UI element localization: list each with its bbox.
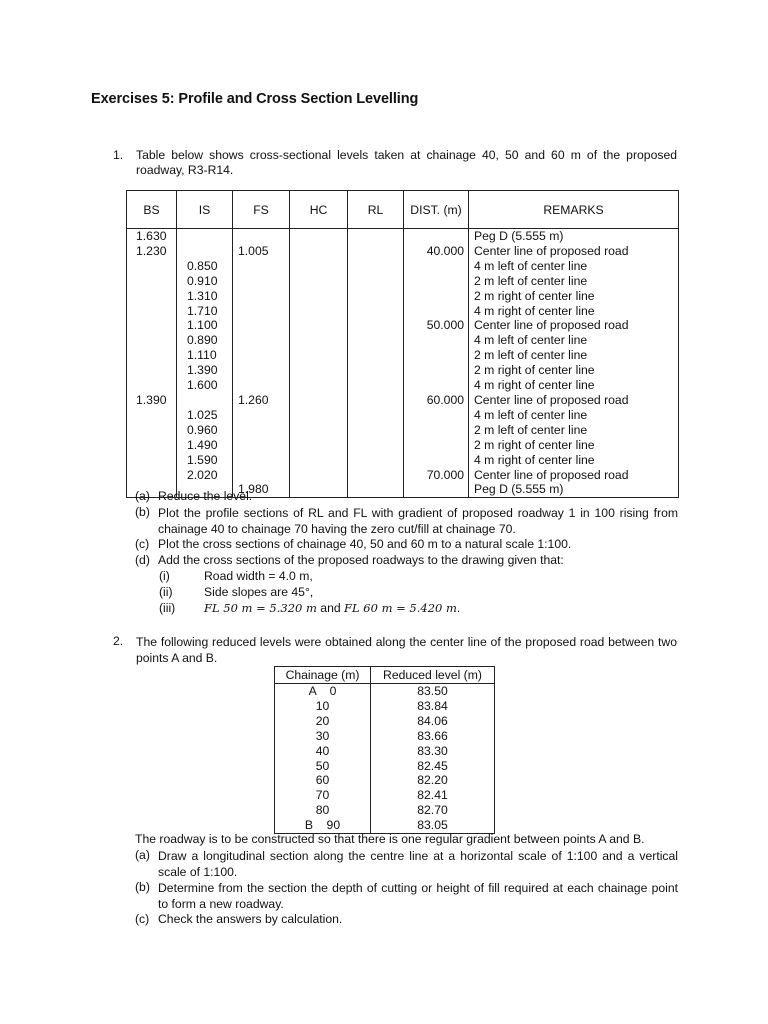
cell-dist: 50.000 xyxy=(404,318,469,333)
cell-bs: 1.390 xyxy=(127,393,177,408)
cell-bs xyxy=(127,259,177,274)
table-row xyxy=(127,408,679,423)
cell-fs xyxy=(233,408,290,423)
cell-bs: 1.630 xyxy=(127,229,177,244)
cell-remarks: 4 m left of center line xyxy=(469,333,679,348)
cell-rl xyxy=(348,408,404,423)
table-row xyxy=(275,684,495,699)
cell-dist xyxy=(404,259,469,274)
cell-chainage: 50 xyxy=(275,759,371,774)
cell-fs xyxy=(233,229,290,244)
cell-bs xyxy=(127,408,177,423)
header-is: IS xyxy=(177,191,233,229)
cell-rl xyxy=(348,304,404,319)
table-row xyxy=(127,229,679,244)
cell-rl xyxy=(348,393,404,408)
part-label: (a) xyxy=(135,848,150,862)
cell-hc xyxy=(290,304,348,319)
cell-is: 1.490 xyxy=(177,438,233,453)
cell-fs xyxy=(233,333,290,348)
cell-is: 1.025 xyxy=(177,408,233,423)
cell-dist: 40.000 xyxy=(404,244,469,259)
cell-is: 0.960 xyxy=(177,423,233,438)
reduced-levels-table xyxy=(274,666,495,834)
header-bs: BS xyxy=(127,191,177,229)
cell-hc xyxy=(290,363,348,378)
cell-hc xyxy=(290,423,348,438)
cell-remarks: 2 m right of center line xyxy=(469,289,679,304)
fl50-equation: FL 50 m = 5.320 m xyxy=(204,601,317,615)
table-row xyxy=(127,304,679,319)
cell-bs xyxy=(127,363,177,378)
cell-rl: 83.05 xyxy=(371,818,495,833)
cell-rl xyxy=(348,423,404,438)
cell-bs xyxy=(127,468,177,483)
table-row xyxy=(127,289,679,304)
part-text: Plot the profile sections of RL and FL with gradient of proposed roadway 1 in 100 rising from chainage 40 to chainage 70 having the zero cut/fill at chainage 70. xyxy=(158,506,678,536)
part-text: Draw a longitudinal section along the centre line at a horizontal scale of 1:100 and a vertical scale of 1:100. xyxy=(158,849,678,879)
cell-remarks: 2 m left of center line xyxy=(469,274,679,289)
table-row xyxy=(275,699,495,714)
header-chainage: Chainage (m) xyxy=(275,667,371,684)
table-row xyxy=(275,714,495,729)
cell-is: 1.710 xyxy=(177,304,233,319)
cell-chainage: 10 xyxy=(275,699,371,714)
table-row xyxy=(127,274,679,289)
question-2-after-text: The roadway is to be constructed so that there is one regular gradient between points A and B. xyxy=(135,832,645,846)
subpart-text: Side slopes are 45°, xyxy=(204,585,314,599)
cell-hc xyxy=(290,244,348,259)
table-row xyxy=(127,393,679,408)
part-label: (b) xyxy=(135,505,150,519)
cell-remarks: Peg D (5.555 m) xyxy=(469,482,679,497)
header-hc: HC xyxy=(290,191,348,229)
table-row xyxy=(127,378,679,393)
cell-rl: 83.84 xyxy=(371,699,495,714)
cell-rl: 83.30 xyxy=(371,744,495,759)
cell-remarks: 4 m right of center line xyxy=(469,304,679,319)
cell-rl: 82.70 xyxy=(371,803,495,818)
part-text: Reduce the level. xyxy=(158,489,253,503)
cell-hc xyxy=(290,229,348,244)
cell-bs xyxy=(127,289,177,304)
part-text: Add the cross sections of the proposed roadways to the drawing given that: xyxy=(158,553,564,567)
cell-rl xyxy=(348,468,404,483)
header-dist: DIST. (m) xyxy=(404,191,469,229)
subpart-label: (iii) xyxy=(159,601,176,615)
cell-bs: 1.230 xyxy=(127,244,177,259)
cell-hc xyxy=(290,274,348,289)
cell-chainage: 20 xyxy=(275,714,371,729)
cell-remarks: Center line of proposed road xyxy=(469,393,679,408)
cell-remarks: 4 m left of center line xyxy=(469,408,679,423)
table-row xyxy=(127,259,679,274)
cell-fs: 1.980 xyxy=(233,482,290,497)
table-row xyxy=(275,744,495,759)
cell-dist xyxy=(404,408,469,423)
table-row xyxy=(275,788,495,803)
cell-is: 0.890 xyxy=(177,333,233,348)
cell-hc xyxy=(290,468,348,483)
cell-rl xyxy=(348,244,404,259)
cell-chainage: 60 xyxy=(275,773,371,788)
cell-hc xyxy=(290,453,348,468)
cell-hc xyxy=(290,378,348,393)
cell-dist xyxy=(404,289,469,304)
cell-fs xyxy=(233,318,290,333)
cell-remarks: 2 m right of center line xyxy=(469,438,679,453)
cell-bs xyxy=(127,423,177,438)
cell-rl: 83.50 xyxy=(371,684,495,699)
cell-hc xyxy=(290,408,348,423)
cell-bs xyxy=(127,348,177,363)
table-row xyxy=(127,468,679,483)
part-label: (c) xyxy=(135,537,150,551)
subpart-text xyxy=(204,601,460,616)
cell-is xyxy=(177,393,233,408)
part-label: (a) xyxy=(135,489,150,503)
cell-fs xyxy=(233,468,290,483)
cell-fs xyxy=(233,274,290,289)
cell-chainage: 30 xyxy=(275,729,371,744)
question-2-number: 2. xyxy=(113,634,124,648)
table-row xyxy=(275,759,495,774)
cell-bs xyxy=(127,438,177,453)
cell-remarks: 4 m right of center line xyxy=(469,453,679,468)
table-row xyxy=(127,318,679,333)
cell-rl xyxy=(348,363,404,378)
cell-chainage: A 0 xyxy=(275,684,371,699)
cell-fs: 1.005 xyxy=(233,244,290,259)
cell-dist xyxy=(404,423,469,438)
cell-rl: 83.66 xyxy=(371,729,495,744)
cell-dist: 70.000 xyxy=(404,468,469,483)
cell-bs xyxy=(127,274,177,289)
cell-is xyxy=(177,229,233,244)
part-label: (b) xyxy=(135,880,150,894)
cell-is: 1.590 xyxy=(177,453,233,468)
cell-remarks: 4 m left of center line xyxy=(469,259,679,274)
cell-hc xyxy=(290,333,348,348)
cell-dist xyxy=(404,363,469,378)
cell-chainage: 40 xyxy=(275,744,371,759)
cell-dist xyxy=(404,438,469,453)
header-fs: FS xyxy=(233,191,290,229)
question-1-text: Table below shows cross-sectional levels taken at chainage 40, 50 and 60 m of the proposed roadway, R3-R14. xyxy=(136,148,677,177)
table-row xyxy=(127,363,679,378)
cell-is: 1.600 xyxy=(177,378,233,393)
cell-is: 1.390 xyxy=(177,363,233,378)
cell-bs xyxy=(127,304,177,319)
cell-is: 0.850 xyxy=(177,259,233,274)
cell-rl xyxy=(348,229,404,244)
table-header-row xyxy=(127,191,679,229)
cell-rl: 82.41 xyxy=(371,788,495,803)
question-2-text: The following reduced levels were obtained along the center line of the proposed road between two points A and B. xyxy=(136,635,677,665)
page-title: Exercises 5: Profile and Cross Section Levelling xyxy=(91,91,419,107)
cell-chainage: B 90 xyxy=(275,818,371,833)
cell-rl xyxy=(348,453,404,468)
table-row xyxy=(127,244,679,259)
cell-rl: 84.06 xyxy=(371,714,495,729)
part-label: (c) xyxy=(135,912,150,926)
part-text: Plot the cross sections of chainage 40, 50 and 60 m to a natural scale 1:100. xyxy=(158,537,572,551)
cell-dist xyxy=(404,453,469,468)
cell-fs xyxy=(233,304,290,319)
cell-remarks: 4 m right of center line xyxy=(469,378,679,393)
cell-hc xyxy=(290,289,348,304)
cell-dist xyxy=(404,378,469,393)
cell-is: 0.910 xyxy=(177,274,233,289)
cell-remarks: Peg D (5.555 m) xyxy=(469,229,679,244)
cell-is: 2.020 xyxy=(177,468,233,483)
question-1-number: 1. xyxy=(113,148,124,162)
cell-bs xyxy=(127,378,177,393)
table-row xyxy=(127,423,679,438)
cell-rl: 82.45 xyxy=(371,759,495,774)
period: . xyxy=(456,601,461,615)
cell-fs xyxy=(233,259,290,274)
cell-rl xyxy=(348,378,404,393)
cell-is: 1.110 xyxy=(177,348,233,363)
cell-rl: 82.20 xyxy=(371,773,495,788)
cell-fs xyxy=(233,363,290,378)
cell-rl xyxy=(348,274,404,289)
cell-dist: 60.000 xyxy=(404,393,469,408)
cell-fs xyxy=(233,453,290,468)
table-row xyxy=(127,348,679,363)
part-text: Check the answers by calculation. xyxy=(158,912,343,926)
subpart-text: Road width = 4.0 m, xyxy=(204,569,313,583)
header-rl: RL xyxy=(348,191,404,229)
and-word: and xyxy=(316,601,345,615)
cell-hc xyxy=(290,438,348,453)
cell-bs xyxy=(127,318,177,333)
cell-dist xyxy=(404,333,469,348)
cell-bs xyxy=(127,333,177,348)
cell-remarks: 2 m right of center line xyxy=(469,363,679,378)
cell-fs: 1.260 xyxy=(233,393,290,408)
table-row xyxy=(127,333,679,348)
part-label: (d) xyxy=(135,553,150,567)
cell-fs xyxy=(233,423,290,438)
cell-is: 1.310 xyxy=(177,289,233,304)
subpart-label: (ii) xyxy=(159,585,173,599)
cell-is xyxy=(177,244,233,259)
cell-remarks: Center line of proposed road xyxy=(469,318,679,333)
cell-remarks: Center line of proposed road xyxy=(469,244,679,259)
cell-remarks: 2 m left of center line xyxy=(469,348,679,363)
table-row xyxy=(275,773,495,788)
cell-is: 1.100 xyxy=(177,318,233,333)
cross-section-levels-table xyxy=(126,190,679,498)
cell-chainage: 80 xyxy=(275,803,371,818)
cell-remarks: Center line of proposed road xyxy=(469,468,679,483)
cell-fs xyxy=(233,348,290,363)
header-reduced-level: Reduced level (m) xyxy=(371,667,495,684)
cell-rl xyxy=(348,318,404,333)
cell-dist xyxy=(404,348,469,363)
table-row xyxy=(275,803,495,818)
table-header-row xyxy=(275,667,495,684)
cell-rl xyxy=(348,289,404,304)
cell-dist xyxy=(404,229,469,244)
cell-fs xyxy=(233,289,290,304)
cell-hc xyxy=(290,318,348,333)
table-row xyxy=(127,453,679,468)
cell-dist xyxy=(404,304,469,319)
cell-hc xyxy=(290,348,348,363)
cell-rl xyxy=(348,333,404,348)
cell-remarks: 2 m left of center line xyxy=(469,423,679,438)
cell-fs xyxy=(233,438,290,453)
subpart-label: (i) xyxy=(159,569,170,583)
cell-rl xyxy=(348,259,404,274)
cell-rl xyxy=(348,438,404,453)
cell-bs xyxy=(127,453,177,468)
part-text: Determine from the section the depth of cutting or height of fill required at each chainage point to form a new roadway. xyxy=(158,881,678,911)
cell-rl xyxy=(348,348,404,363)
table-row xyxy=(275,729,495,744)
table-row xyxy=(127,438,679,453)
header-remarks: REMARKS xyxy=(469,191,679,229)
cell-hc xyxy=(290,393,348,408)
cell-chainage: 70 xyxy=(275,788,371,803)
cell-hc xyxy=(290,259,348,274)
cell-fs xyxy=(233,378,290,393)
cell-dist xyxy=(404,274,469,289)
fl60-equation: FL 60 m = 5.420 m xyxy=(344,601,457,615)
